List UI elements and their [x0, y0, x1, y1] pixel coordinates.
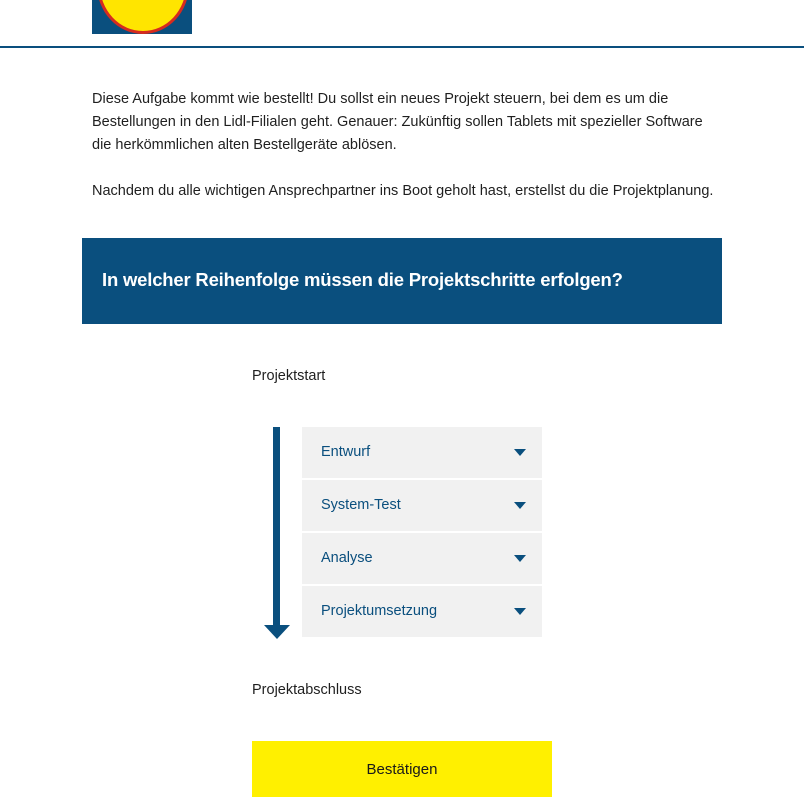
question-banner [82, 238, 722, 324]
project-end-label: Projektabschluss [252, 682, 362, 698]
step-label: Analyse [321, 550, 373, 566]
lidl-logo[interactable] [92, 0, 192, 34]
logo-circle-icon [97, 0, 189, 34]
step-dropdown-1[interactable] [302, 427, 542, 478]
intro-paragraph-1: Diese Aufgabe kommt wie bestellt! Du sollst ein neues Projekt steuern, bei dem es um die Bestellungen in den Lidl-Filialen geht. Genauer: Zukünftig sollen Tablets mit spezieller Software die herkömmlichen alten Bestellgeräte ablösen. [92, 91, 703, 153]
intro-paragraph-2: Nachdem du alle wichtigen Ansprechpartner ins Boot geholt hast, erstellst du die Projektplanung. [92, 183, 714, 199]
chevron-down-icon[interactable] [514, 608, 526, 615]
step-label: Projektumsetzung [321, 603, 438, 619]
step-label: Entwurf [321, 444, 371, 460]
step-label: System-Test [321, 497, 401, 513]
chevron-down-icon[interactable] [514, 502, 526, 509]
chevron-down-icon[interactable] [514, 555, 526, 562]
step-dropdown-4[interactable] [302, 586, 542, 637]
sequence-arrow-shaft [273, 427, 280, 627]
chevron-down-icon[interactable] [514, 449, 526, 456]
confirm-button[interactable]: Bestätigen [252, 741, 552, 797]
step-dropdown-2[interactable] [302, 480, 542, 531]
question-title: In welcher Reihenfolge müssen die Projektschritte erfolgen? [102, 269, 623, 290]
step-dropdown-list [302, 427, 542, 639]
arrow-down-icon [264, 625, 290, 639]
project-start-label: Projektstart [252, 368, 326, 384]
page-header [0, 0, 804, 48]
intro-text [92, 88, 722, 226]
step-dropdown-3[interactable] [302, 533, 542, 584]
